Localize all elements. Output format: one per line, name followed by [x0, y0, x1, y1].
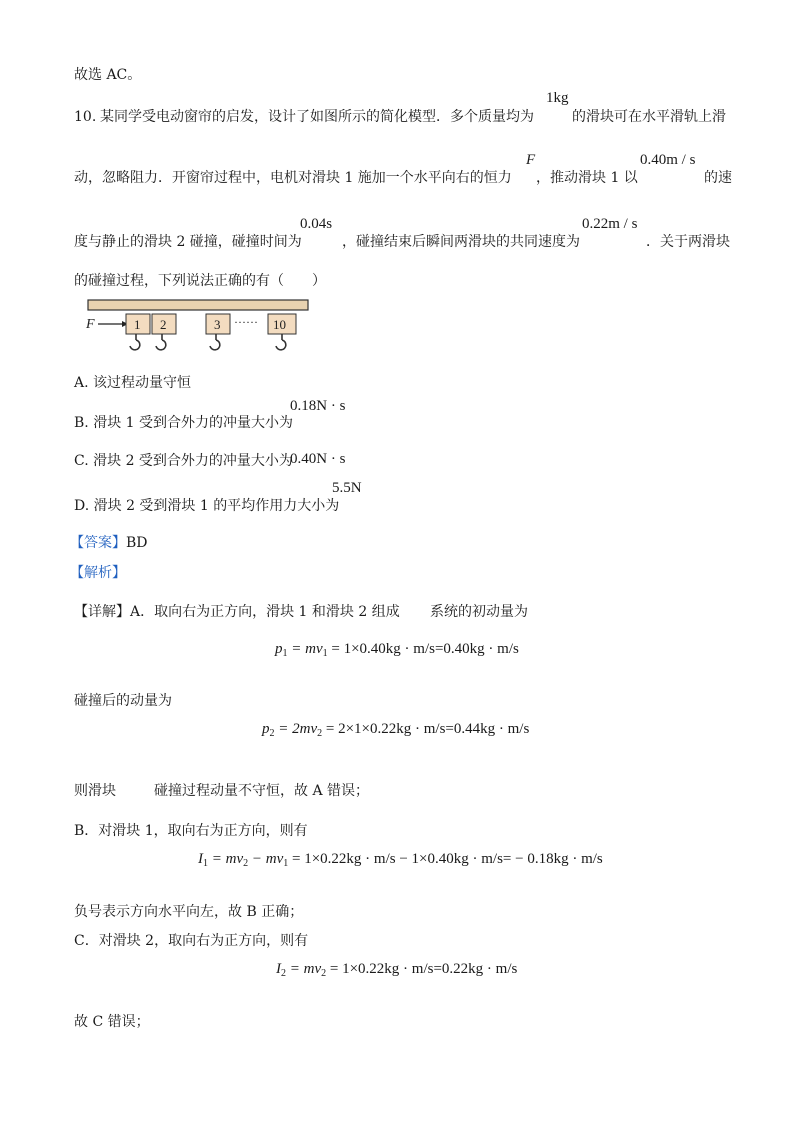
answer-row — [70, 534, 148, 552]
equation-4: $I_2 = mv_2 = 1\times 0.22kg \cdot m/s=0.22kg \cdot m/s$ — [276, 961, 518, 979]
block-label-10: 10 — [273, 317, 286, 332]
answer-tag: 【答案】 — [70, 535, 126, 551]
question-text-2b: ，推动滑块 1 以 — [536, 170, 638, 186]
conclusion-prev: 故选 AC。 — [74, 67, 142, 83]
hook-10 — [276, 334, 286, 350]
block-label-1: 1 — [134, 317, 141, 332]
detail-tag: 【详解】 — [74, 604, 130, 620]
c-intro: C．对滑块 2，取向右为正方向，则有 — [74, 933, 309, 949]
detail-a-text-2: 系统的初动量为 — [430, 604, 528, 620]
option-d-value: 5.5N — [332, 480, 362, 496]
question-text-3a: 度与静止的滑块 2 碰撞，碰撞时间为 — [74, 234, 302, 250]
option-b-value: 0.18N · s — [290, 398, 346, 414]
c-conclusion: 故 C 错误； — [74, 1014, 150, 1030]
detail-a-text-1: A．取向右为正方向，滑块 1 和滑块 2 组成 — [130, 604, 400, 620]
velocity-2: 0.22m / s — [582, 216, 638, 232]
question-text-1b: 的滑块可在水平滑轨上滑 — [572, 109, 726, 125]
b-intro: B．对滑块 1，取向右为正方向，则有 — [74, 823, 308, 839]
hook-2 — [156, 334, 166, 350]
figure-force-label: F — [86, 317, 95, 332]
question-text-1a: 某同学受电动窗帘的启发，设计了如图所示的简化模型．多个质量均为 — [100, 109, 534, 125]
equation-1: $p_1 = mv_1 = 1\times 0.40kg \cdot m/s=0.40kg \cdot m/s$ — [275, 641, 519, 659]
collision-time: 0.04s — [300, 216, 333, 232]
b-conclusion: 负号表示方向水平向左，故 B 正确； — [74, 904, 304, 920]
analysis-tag: 【解析】 — [70, 565, 126, 581]
question-text-2c: 的速 — [704, 170, 732, 186]
block-dots: ······ — [234, 315, 258, 329]
option-d: D. 滑块 2 受到滑块 1 的平均作用力大小为 — [74, 498, 340, 514]
equation-2: $p_2 = 2mv_2 = 2\times 1\times 0.22kg \cdot m/s=0.44kg \cdot m/s$ — [262, 721, 530, 739]
hook-1 — [130, 334, 140, 350]
after-collision-text: 碰撞后的动量为 — [74, 693, 172, 709]
hook-3 — [210, 334, 220, 350]
velocity-1: 0.40m / s — [640, 152, 696, 168]
option-b: B. 滑块 1 受到合外力的冲量大小为 — [74, 415, 293, 431]
question-number: 10. — [74, 109, 97, 125]
conclusion-a-1: 则滑块 — [74, 783, 116, 799]
question-text-3c: ．关于两滑块 — [646, 234, 730, 250]
conclusion-a-2: 碰撞过程动量不守恒，故 A 错误； — [154, 783, 370, 799]
rail — [88, 300, 308, 310]
detail-row — [74, 603, 400, 621]
option-a: A. 该过程动量守恒 — [74, 375, 192, 391]
equation-3: $I_1 = mv_2 - mv_1 = 1\times 0.22kg \cdot m/s - 1\times 0.40kg \cdot m/s= - 0.18kg \cdot m/s$ — [198, 851, 603, 869]
answer-value: BD — [126, 535, 148, 551]
option-c-value: 0.40N · s — [290, 451, 346, 467]
force-symbol: F — [526, 152, 536, 168]
option-c: C. 滑块 2 受到合外力的冲量大小为 — [74, 453, 293, 469]
question-text-2a: 动，忽略阻力．开窗帘过程中，电机对滑块 1 施加一个水平向右的恒力 — [74, 170, 512, 186]
block-label-3: 3 — [214, 317, 221, 332]
slider-figure — [84, 296, 314, 358]
question-text-3b: ，碰撞结束后瞬间两滑块的共同速度为 — [342, 234, 580, 250]
mass-value: 1kg — [546, 90, 569, 106]
block-label-2: 2 — [160, 317, 167, 332]
question-text-4: 的碰撞过程，下列说法正确的有（ ） — [74, 273, 326, 289]
